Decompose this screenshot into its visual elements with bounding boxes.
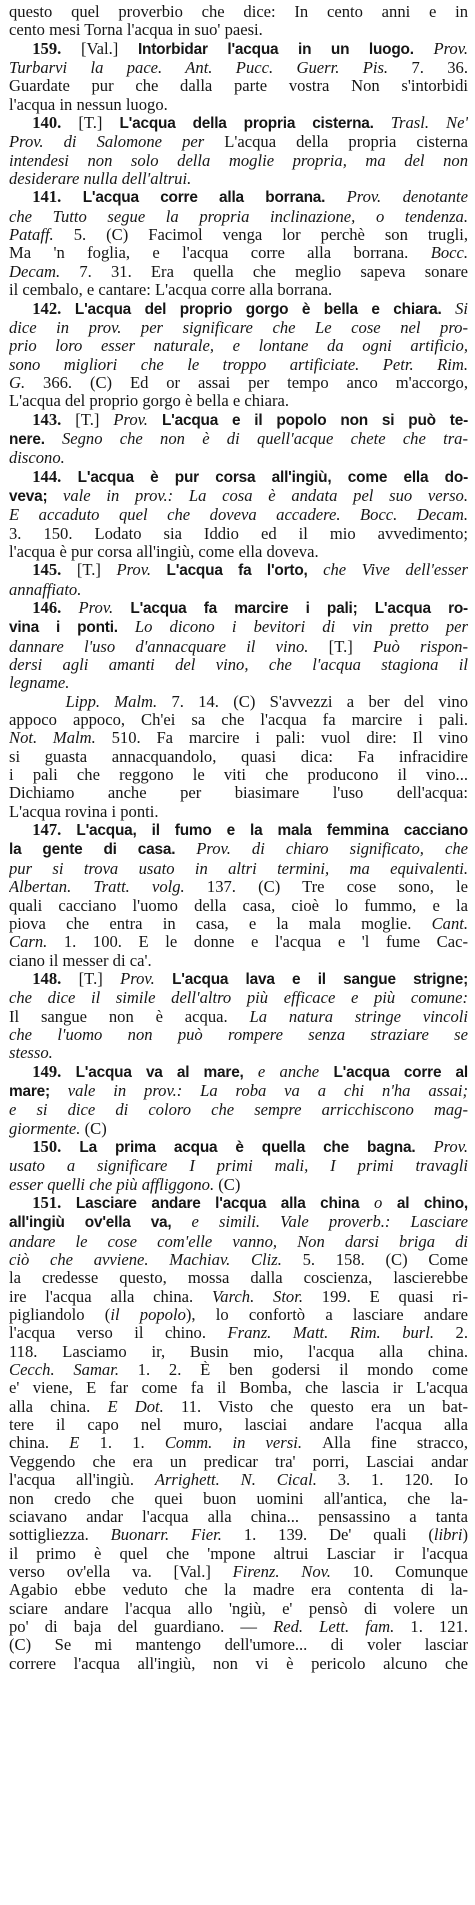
- text-line: [9, 711, 468, 729]
- body-text: 7. 36.: [411, 59, 468, 78]
- body-text: questo quel proverbio che dice: In cento anni e in: [9, 3, 468, 21]
- entry-number: 143.: [32, 410, 76, 429]
- text-line: [9, 748, 468, 766]
- italic-text: dannare l'uso d'annacquare il vino.: [9, 637, 329, 656]
- entry-headword: L'acqua fa marcire i pali; L'acqua ro-: [130, 600, 468, 617]
- text-line: [9, 1526, 468, 1544]
- italic-text: Arrighett. N. Cical.: [154, 1471, 338, 1490]
- text-line: [9, 1324, 468, 1342]
- italic-text: che dice il simile dell'altro più efficace e più comune:: [9, 989, 468, 1008]
- text-line: [9, 1233, 468, 1251]
- body-text: [T.]: [75, 410, 114, 429]
- entry-headword: Intorbidar l'acqua in un luogo.: [137, 40, 434, 58]
- italic-text: Lipp. Malm.: [65, 692, 172, 711]
- italic-text: Prov. denotante: [346, 188, 468, 207]
- body-text: 7. 31. Era quella che meglio sapeva sonare: [79, 262, 468, 281]
- entry-number: 146.: [32, 599, 79, 617]
- text-line: [9, 244, 468, 262]
- body-text: si guasta annacquandolo, quasi dica: Fa infracidire: [9, 747, 468, 766]
- entry-headword: L'acqua corre al: [333, 1063, 468, 1081]
- text-line: [9, 263, 468, 281]
- text-line: [9, 300, 468, 319]
- body-text: 1. 121.: [410, 1617, 468, 1636]
- body-text: 1. 100. E le donne e l'acqua e 'l fume Cac-: [63, 933, 468, 952]
- italic-text: esser quelli che più affliggono.: [9, 1175, 219, 1194]
- body-text: [T.]: [76, 561, 117, 580]
- italic-text: G.: [9, 373, 44, 392]
- italic-text: Turbarvi la pace. Ant. Pucc. Guerr. Pis.: [9, 59, 412, 78]
- text-line: [9, 1453, 468, 1471]
- body-text: 5. 158. (C) Come: [302, 1251, 468, 1270]
- text-line: [9, 319, 468, 337]
- body-text: cento mesi Torna l'acqua in suo' paesi.: [9, 21, 263, 40]
- body-text: L'acqua rovina i ponti.: [9, 802, 159, 821]
- italic-text: La natura stringe vincoli: [249, 1007, 468, 1026]
- text-line: [9, 1306, 468, 1324]
- italic-text: usato a significare I primi mali, I primi travagli: [9, 1157, 468, 1176]
- italic-text: legname.: [9, 674, 70, 693]
- italic-text: E Dot.: [107, 1397, 182, 1416]
- text-line: [9, 599, 468, 618]
- italic-text: Varch. Stor.: [211, 1287, 322, 1306]
- body-text: sciare andare l'acqua allo 'ngiù, e' pensò di volere un: [9, 1599, 468, 1618]
- text-line: [9, 208, 468, 226]
- text-line: [9, 952, 468, 970]
- italic-text: Cant.: [431, 914, 468, 933]
- italic-text: giormente.: [9, 1119, 85, 1138]
- text-line: [9, 1269, 468, 1287]
- text-line: [9, 840, 468, 859]
- entry-number: 148.: [32, 969, 79, 988]
- text-line: [9, 1251, 468, 1269]
- italic-text: e anche: [257, 1062, 334, 1081]
- text-line: [9, 1545, 468, 1563]
- text-line: [9, 729, 468, 747]
- body-text: Ma 'n foglia, e l'acqua corre alla borrana.: [9, 244, 431, 263]
- body-text: non credo che quei buon uomini all'antica, che la-: [9, 1489, 468, 1508]
- italic-text: Cecch. Samar.: [9, 1361, 138, 1380]
- entry-headword: L'acqua, il fumo e la mala femmina cacciano: [76, 822, 468, 840]
- text-line: [9, 1490, 468, 1508]
- entry-number: 159.: [32, 39, 81, 58]
- text-line: [9, 1416, 468, 1434]
- body-text: (C): [84, 1119, 107, 1138]
- italic-text: Albertan. Tratt. volg.: [9, 878, 207, 897]
- body-text: 1. 139. De' quali (: [243, 1526, 434, 1545]
- body-text: sciavano andar l'acqua alla china... pensassino a tanta: [9, 1507, 468, 1526]
- italic-text: Trasl. Ne': [390, 114, 468, 133]
- italic-text: Red. Lett. fam.: [273, 1617, 411, 1636]
- body-text: tere il capo nel muro, lasciai andare l'acqua alla: [9, 1416, 468, 1435]
- italic-text: il popolo: [110, 1306, 186, 1325]
- italic-text: dice in prov. per significare che Le cose nel pro-: [9, 318, 468, 337]
- entry-number: 142.: [32, 299, 75, 318]
- text-line: [9, 1379, 468, 1397]
- body-text: Dichiamo anche per biasimare l'uso dell'acqua:: [9, 784, 468, 803]
- entry-headword: L'acqua va al mare,: [75, 1063, 258, 1081]
- entry-number: 141.: [32, 188, 83, 207]
- text-line: [9, 860, 468, 878]
- body-text: 3. 150. Lodato sia Iddio ed il mio avvedimento;: [9, 524, 468, 543]
- text-line: [9, 1563, 468, 1581]
- text-line: [9, 989, 468, 1007]
- body-text: Alla fine stracco,: [322, 1434, 468, 1453]
- body-text: Veggendo che era un predicar tra' porri, Lasciai andar: [9, 1452, 468, 1471]
- text-line: [9, 1194, 468, 1213]
- text-line: [9, 1581, 468, 1599]
- italic-text: sono migliori che le troppo artificiate. Petr. Rim.: [9, 355, 468, 374]
- italic-text: Prov.: [78, 599, 131, 617]
- entry-headword: mare;: [9, 1082, 68, 1100]
- italic-text: Buonarr. Fier.: [110, 1526, 244, 1545]
- body-text: [T.]: [78, 969, 121, 988]
- italic-text: Pataff.: [9, 226, 74, 245]
- body-text: piova che entra in casa, e la mala moglie.: [9, 914, 432, 933]
- text-line: [9, 449, 468, 467]
- text-line: [9, 970, 468, 989]
- text-line: [9, 40, 468, 59]
- entry-headword: L'acqua fa l'orto,: [166, 562, 324, 580]
- italic-text: Carn.: [9, 933, 64, 952]
- text-line: [9, 152, 468, 170]
- text-line: [9, 581, 468, 599]
- text-line: [9, 1361, 468, 1379]
- body-text: alla china.: [9, 1397, 108, 1416]
- italic-text: e simili. Vale proverb.: Lasciare: [191, 1213, 468, 1232]
- entry-number: 149.: [32, 1062, 76, 1081]
- body-text: Guardate pur che dalla parte vostra Non s'intorbidi: [9, 77, 468, 96]
- italic-text: Not. Malm.: [9, 729, 112, 748]
- text-line: [9, 1008, 468, 1026]
- italic-text: che Vive dell'esser: [323, 561, 468, 580]
- text-line: [9, 1343, 468, 1361]
- body-text: l'acqua all'ingiù.: [9, 1471, 155, 1490]
- body-text: l'acqua verso il chino.: [9, 1324, 228, 1343]
- italic-text: Può rispon-: [373, 637, 468, 656]
- entry-headword: veva;: [9, 487, 63, 505]
- body-text: la credesse questo, mossa dalla coscienza, lascierebbe: [9, 1269, 468, 1288]
- text-line: [9, 374, 468, 392]
- text-line: [9, 468, 468, 487]
- text-line: [9, 1176, 468, 1194]
- text-line: [9, 411, 468, 430]
- body-text: il cembalo, e cantare: L'acqua corre alla borrana.: [9, 281, 333, 300]
- body-text: 2.: [455, 1324, 468, 1343]
- text-line: [9, 114, 468, 133]
- text-line: [9, 1157, 468, 1175]
- italic-text: o: [373, 1194, 397, 1212]
- italic-text: Segno che non è di quell'acque chete che tra-: [61, 429, 468, 448]
- italic-text: vale in prov.: La cosa è andata pel suo verso.: [63, 486, 468, 505]
- entry-headword: L'acqua è pur corsa all'ingiù, come ella do-: [77, 468, 468, 486]
- body-text: l'acqua in nessun luogo.: [9, 95, 168, 114]
- entry-headword: L'acqua del proprio gorgo è bella e chiara.: [74, 300, 456, 318]
- text-line: [9, 561, 468, 580]
- italic-text: Prov.: [120, 969, 173, 988]
- entry-number: 145.: [32, 561, 77, 580]
- body-text: (C): [218, 1175, 241, 1194]
- text-line: [9, 77, 468, 95]
- body-text: 7. 14. (C) S'avvezzi a ber del vino: [171, 692, 468, 711]
- text-line: [9, 1120, 468, 1138]
- body-text: quali cacciano l'uomo della casa, cioè lo fummo, e la: [9, 896, 468, 915]
- entry-headword: vina i ponti.: [9, 619, 135, 637]
- italic-text: che Tutto segue la propria inclinazione, o tendenza.: [9, 207, 468, 226]
- italic-text: desiderare nulla dell'altrui.: [9, 170, 192, 189]
- text-line: [9, 188, 468, 207]
- italic-text: che l'uomo non può rompere senza straziare se: [9, 1025, 468, 1044]
- text-line: [9, 638, 468, 656]
- text-line: [9, 933, 468, 951]
- text-line: [9, 170, 468, 188]
- italic-text: Prov.: [116, 561, 167, 580]
- text-line: [9, 356, 468, 374]
- text-line: [9, 1026, 468, 1044]
- body-text: china.: [9, 1434, 70, 1453]
- entry-number: 150.: [32, 1137, 80, 1156]
- text-line: [9, 1101, 468, 1119]
- italic-text: discono.: [9, 449, 65, 468]
- body-text: 199. E quasi ri-: [321, 1287, 468, 1306]
- body-text: Agabio ebbe veduto che la madre era contenta di la-: [9, 1581, 468, 1600]
- text-line: [9, 96, 468, 114]
- text-line: [9, 803, 468, 821]
- entry-number: 144.: [32, 467, 78, 486]
- body-text: L'acqua della propria cisterna: [224, 133, 468, 152]
- text-line: [9, 1213, 468, 1232]
- italic-text: dersi agli amanti del vino, che l'acqua stagiona il: [9, 656, 468, 675]
- text-line: [9, 1288, 468, 1306]
- italic-text: E accaduto quel che doveva accadere. Bocc. Decam.: [9, 506, 468, 525]
- italic-text: vale in prov.: La roba va a chi n'ha assai;: [67, 1081, 468, 1100]
- text-line: [9, 878, 468, 896]
- text-line: [9, 59, 468, 77]
- text-line: [9, 656, 468, 674]
- text-line: [9, 618, 468, 637]
- entry-headword: la gente di casa.: [9, 841, 197, 859]
- italic-text: Firenz. Nov.: [232, 1562, 353, 1581]
- entry-number: 140.: [32, 114, 79, 133]
- italic-text: Prov.: [113, 410, 162, 429]
- entry-headword: al chino,: [396, 1195, 468, 1212]
- italic-text: Prov. di chiaro significato, che: [196, 840, 468, 859]
- body-text: 11. Visto che questo era un bat-: [181, 1397, 468, 1416]
- italic-text: pur si trova usato in altri termini, ma equivalenti.: [9, 859, 468, 878]
- body-text: 10. Comunque: [352, 1562, 468, 1581]
- text-line: [9, 1398, 468, 1416]
- body-text: appoco appoco, Ch'ei sa che l'acqua fa marcire i pali.: [9, 711, 468, 730]
- text-line: [9, 1138, 468, 1157]
- body-text: il primo è quel che 'mpone altrui Lasciar ir l'acqua: [9, 1544, 468, 1563]
- body-text: 5. (C) Facimol venga lor perchè son trugli,: [73, 226, 468, 245]
- body-text: [T.]: [78, 114, 120, 133]
- body-text: Il sangue non è acqua.: [9, 1007, 250, 1026]
- body-text: 366. (C) Ed or assai per tempo anco m'accorgo,: [43, 373, 468, 392]
- text-line: [9, 1434, 468, 1452]
- italic-text: stesso.: [9, 1044, 53, 1063]
- italic-text: prio loro esser naturale, e lontane da ogni artificio,: [9, 337, 468, 356]
- text-line: [9, 133, 468, 151]
- italic-text: andare le cose com'elle vanno, Non darsi briga di: [9, 1232, 468, 1251]
- text-line: [9, 1655, 468, 1673]
- italic-text: e si dice di coloro che sempre arricchiscono mag-: [9, 1101, 468, 1120]
- text-line: [9, 226, 468, 244]
- text-line: [9, 915, 468, 933]
- body-text: ire l'acqua alla china.: [9, 1287, 212, 1306]
- body-text: po' di baja del guardiano. —: [9, 1617, 274, 1636]
- body-text: e' viene, E far come fa il Bomba, che lascia ir L'acqua: [9, 1379, 468, 1398]
- text-line: [9, 487, 468, 506]
- body-text: (C) Se mi mantengo dell'umore... di voler lasciar: [9, 1636, 468, 1655]
- body-text: verso ov'ella va. [Val.]: [9, 1562, 233, 1581]
- text-line: [9, 1471, 468, 1489]
- body-text: L'acqua del proprio gorgo è bella e chiara.: [9, 392, 290, 411]
- entry-headword: La prima acqua è quella che bagna.: [79, 1138, 434, 1156]
- text-line: [9, 693, 468, 711]
- text-line: [9, 1636, 468, 1654]
- text-line: [9, 1063, 468, 1082]
- entry-headword: L'acqua della propria cisterna.: [119, 115, 391, 133]
- body-text: ciano il messer di ca'.: [9, 951, 152, 970]
- text-line: [9, 281, 468, 299]
- body-text: 510. Fa marcire i pali: vuol dire: Il vino: [111, 729, 468, 748]
- italic-text: Comm. in versi.: [164, 1434, 323, 1453]
- body-text: l'acqua è pur corsa all'ingiù, come ella doveva.: [9, 542, 319, 561]
- text-line: [9, 21, 468, 39]
- text-line: [9, 337, 468, 355]
- body-text: correre l'acqua all'ingiù, non vi è pericolo alcuno che: [9, 1654, 468, 1673]
- text-line: [9, 1508, 468, 1526]
- text-line: [9, 1044, 468, 1062]
- entry-headword: L'acqua corre alla borrana.: [82, 189, 347, 207]
- entry-number: 147.: [32, 821, 77, 840]
- body-text: ): [462, 1526, 468, 1545]
- entry-headword: nere.: [9, 430, 62, 448]
- italic-text: Prov. di Salomone per: [9, 133, 225, 152]
- text-line: [9, 506, 468, 524]
- italic-text: intendesi non solo della moglie propria, ma del non: [9, 151, 468, 170]
- italic-text: Lo dicono i bevitori di vin pretto per: [134, 618, 468, 637]
- text-line: [9, 543, 468, 561]
- italic-text: annaffiato.: [9, 580, 82, 599]
- text-line: [9, 1600, 468, 1618]
- entry-headword: all'ingiù ov'ella va,: [9, 1214, 192, 1232]
- body-text: sottigliezza.: [9, 1526, 111, 1545]
- body-text: 3. 1. 120. Io: [337, 1471, 468, 1490]
- text-line: [9, 674, 468, 692]
- body-text: i pali che reggono le viti che producono il vino...: [9, 766, 468, 785]
- text-line: [9, 392, 468, 410]
- entry-headword: L'acqua e il popolo non si può te-: [161, 411, 468, 429]
- body-text: ), lo confortò a lasciare andare: [185, 1306, 468, 1325]
- text-line: [9, 821, 468, 840]
- text-line: [9, 1618, 468, 1636]
- italic-text: E: [69, 1434, 100, 1453]
- italic-text: libri: [433, 1526, 463, 1545]
- italic-text: Franz. Matt. Rim. burl.: [227, 1324, 456, 1343]
- text-line: [9, 1082, 468, 1101]
- body-text: 1. 1.: [99, 1434, 165, 1453]
- entry-headword: Lasciare andare l'acqua alla china: [75, 1195, 374, 1212]
- text-line: [9, 430, 468, 449]
- italic-text: Prov.: [433, 1137, 468, 1156]
- italic-text: Prov.: [433, 39, 468, 58]
- body-text: [T.]: [328, 637, 374, 656]
- italic-text: Decam.: [9, 262, 80, 281]
- italic-text: ciò che avviene. Machiav. Cliz.: [9, 1251, 303, 1270]
- entry-headword: L'acqua lava e il sangue strigne;: [172, 970, 468, 988]
- text-line: [9, 897, 468, 915]
- entry-number: 151.: [32, 1194, 76, 1212]
- body-text: [Val.]: [80, 39, 138, 58]
- body-text: 137. (C) Tre cose sono, le: [206, 878, 468, 897]
- italic-text: Bocc.: [430, 244, 468, 263]
- text-line: [9, 766, 468, 784]
- text-line: [9, 3, 468, 21]
- body-text: 1. 2. È ben godersi il mondo come: [137, 1361, 468, 1380]
- body-text: 118. Lasciamo ir, Busin mio, l'acqua alla china.: [9, 1342, 468, 1361]
- body-text: pigliandolo (: [9, 1306, 111, 1325]
- text-line: [9, 525, 468, 543]
- text-line: [9, 784, 468, 802]
- italic-text: Si: [455, 299, 468, 318]
